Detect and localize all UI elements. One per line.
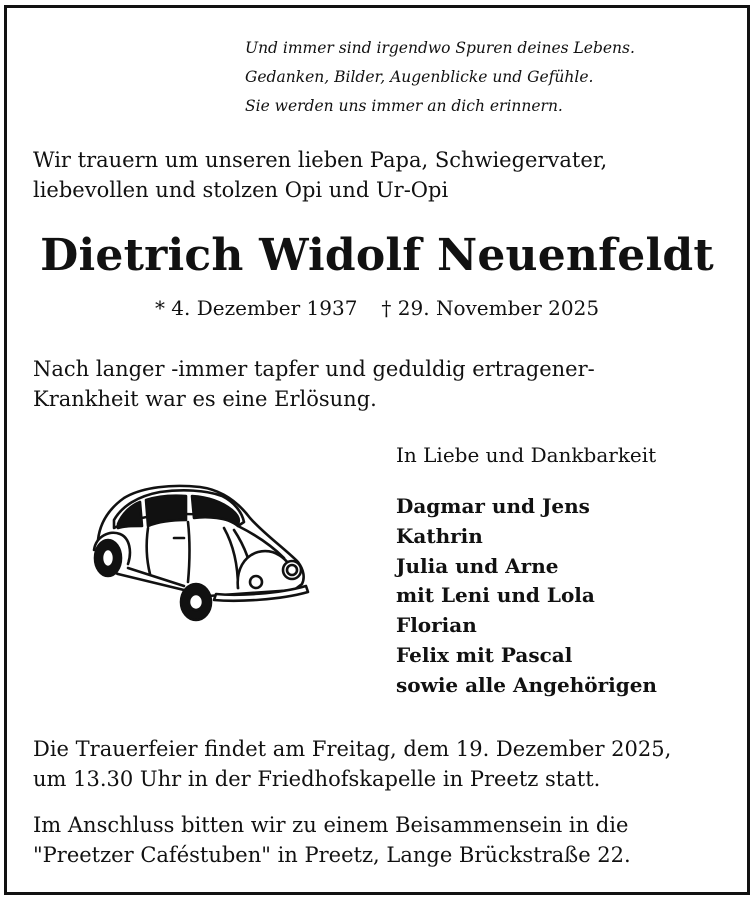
deceased-name: Dietrich Widolf Neuenfeldt xyxy=(40,230,714,281)
birth-date: * 4. Dezember 1937 xyxy=(154,296,358,320)
illness-text xyxy=(33,354,595,414)
intro-line: liebevollen und stolzen Opi und Ur-Opi xyxy=(33,178,449,202)
gathering-line: "Preetzer Caféstuben" in Preetz, Lange Brückstraße 22. xyxy=(33,843,631,867)
mourner-name: Florian xyxy=(396,613,477,638)
poem-line: Sie werden uns immer an dich erinnern. xyxy=(245,97,563,115)
mourner-name: Julia und Arne xyxy=(396,553,559,578)
illness-line: Krankheit war es eine Erlösung. xyxy=(33,387,377,411)
poem-line: Und immer sind irgendwo Spuren deines Lebens. xyxy=(245,39,635,57)
intro-line: Wir trauern um unseren lieben Papa, Schwiegervater, xyxy=(33,148,608,172)
memorial-poem xyxy=(245,34,635,121)
illness-line: Nach langer -immer tapfer und geduldig ertragener- xyxy=(33,357,595,381)
mourner-name: sowie alle Angehörigen xyxy=(396,672,657,697)
mourning-intro xyxy=(33,145,607,205)
life-dates xyxy=(0,293,754,323)
gathering-line: Im Anschluss bitten wir zu einem Beisammensein in die xyxy=(33,813,629,837)
poem-line: Gedanken, Bilder, Augenblicke und Gefühle. xyxy=(245,68,594,86)
mourner-name: Dagmar und Jens xyxy=(396,494,590,518)
death-date: † 29. November 2025 xyxy=(381,296,600,320)
mourner-name: Felix mit Pascal xyxy=(396,642,573,667)
mourner-list xyxy=(396,492,657,701)
funeral-info xyxy=(33,734,671,794)
beetle-car-icon xyxy=(88,478,312,624)
funeral-line: um 13.30 Uhr in der Friedhofskapelle in Preetz statt. xyxy=(33,767,601,791)
thanks-line: In Liebe und Dankbarkeit xyxy=(396,443,657,467)
mourner-name: Kathrin xyxy=(396,523,483,548)
gathering-info xyxy=(33,810,631,870)
funeral-line: Die Trauerfeier findet am Freitag, dem 19. Dezember 2025, xyxy=(33,737,672,761)
mourner-name: mit Leni und Lola xyxy=(396,583,595,608)
